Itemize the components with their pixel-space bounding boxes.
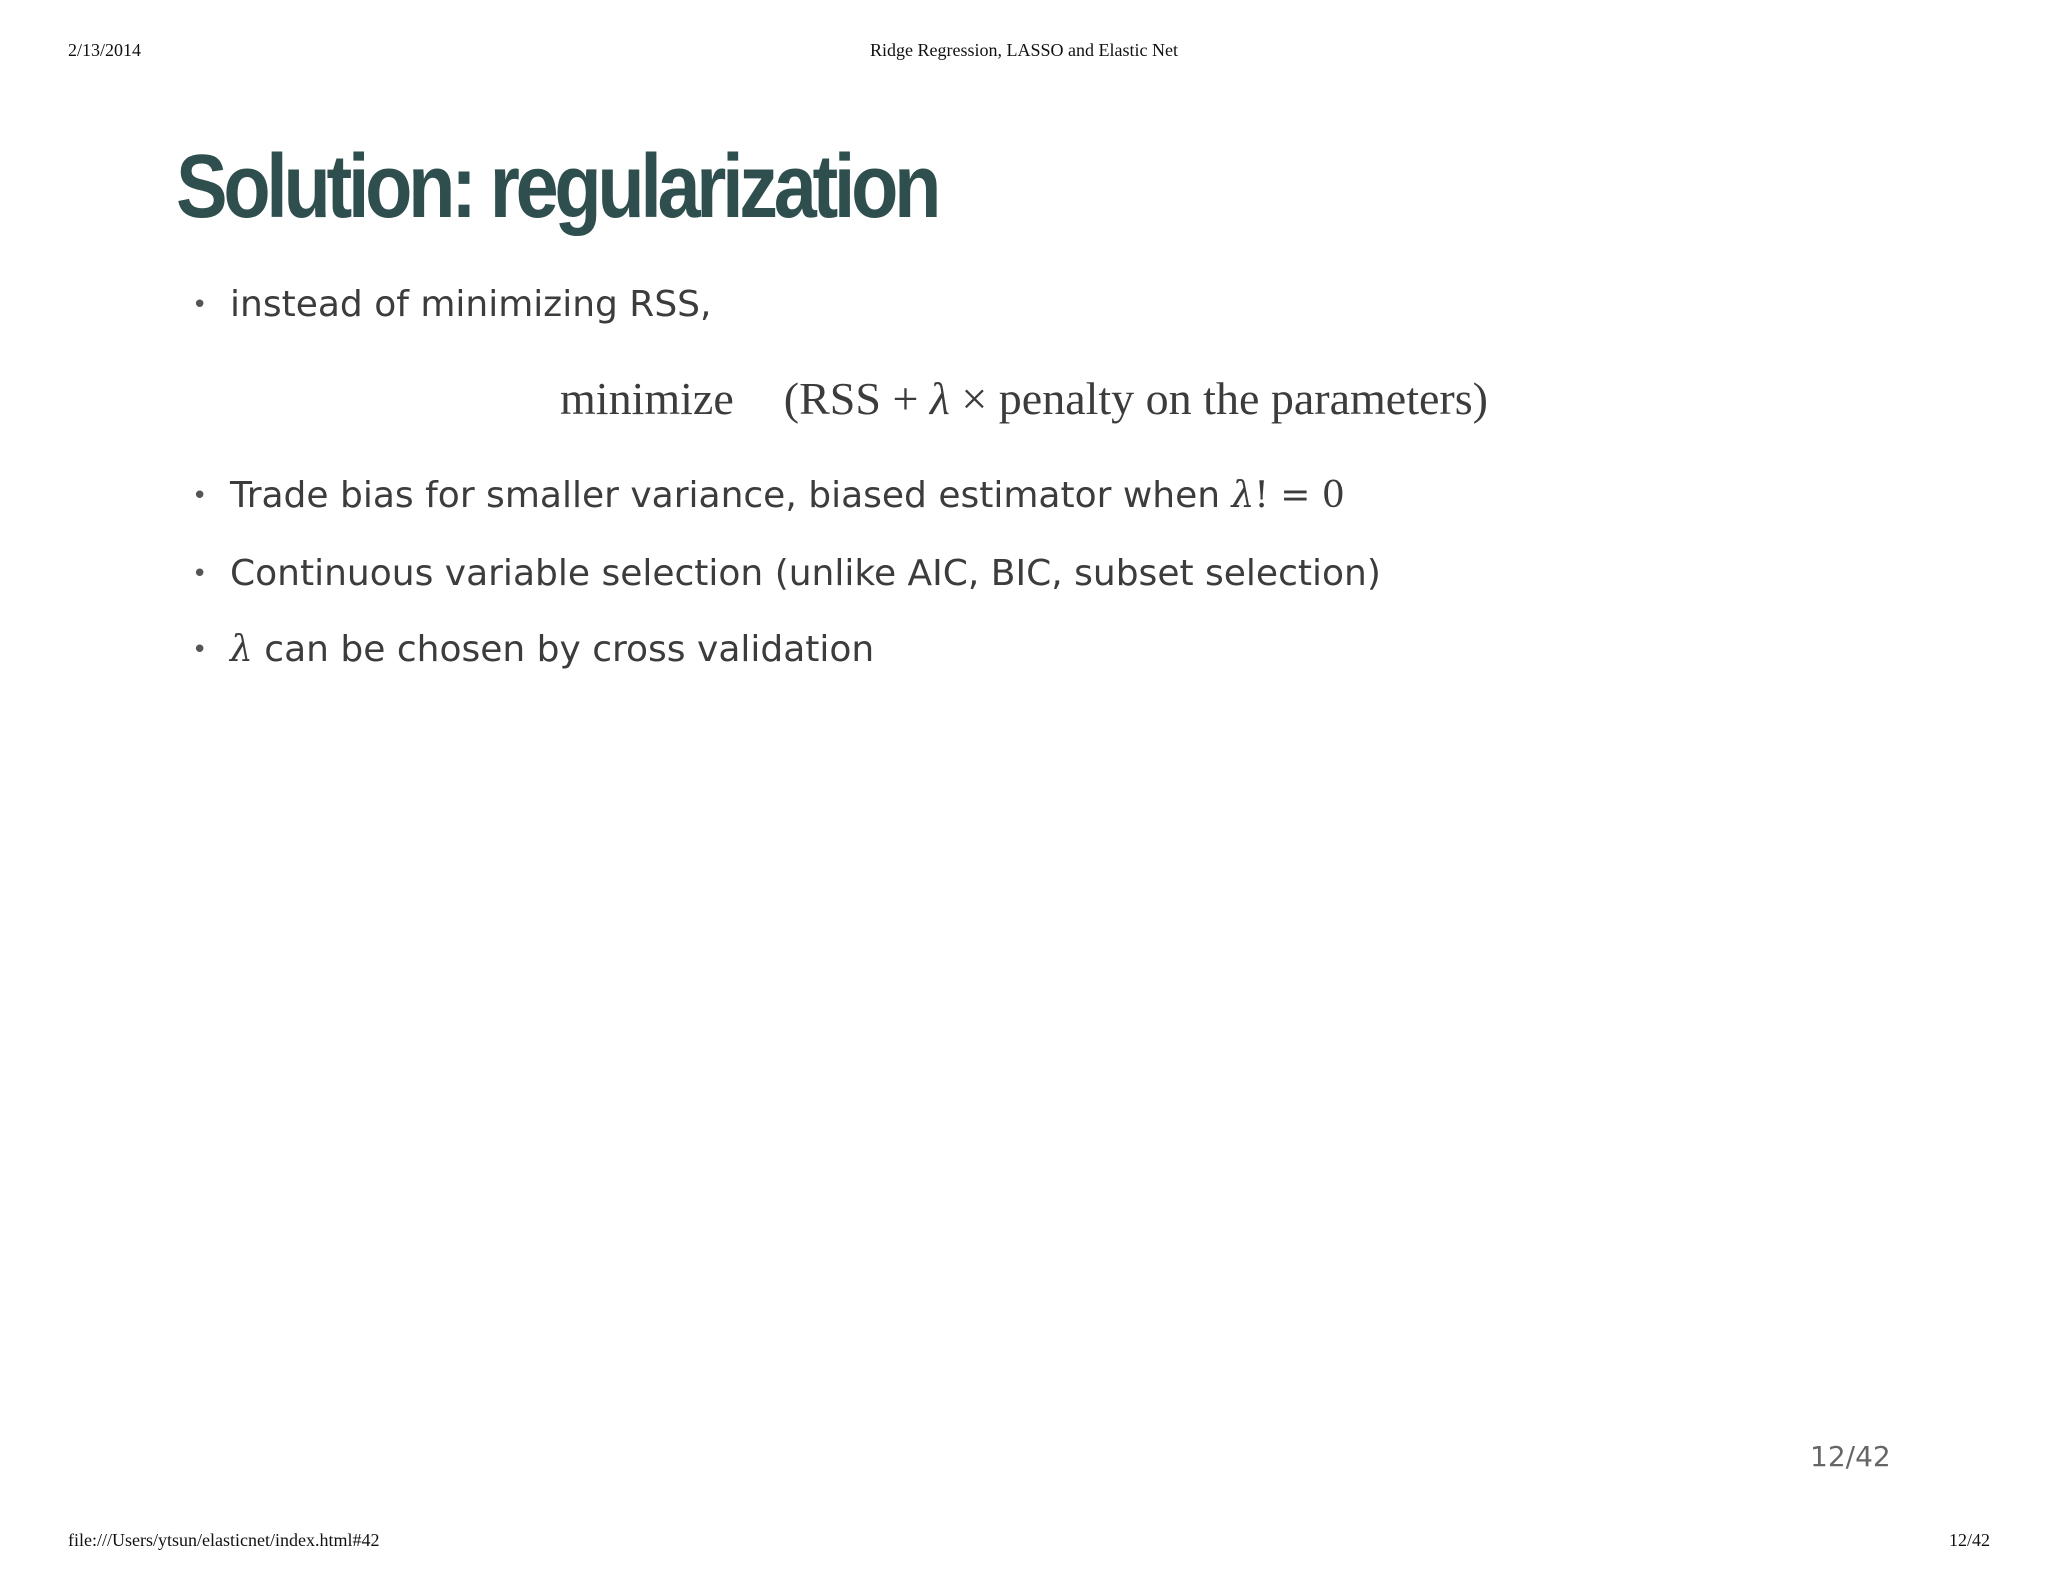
bullet-text — [230, 474, 1345, 517]
equation-lambda: λ — [929, 373, 950, 424]
bullet-dot: • — [192, 290, 208, 320]
lambda-symbol: λ — [230, 629, 253, 670]
bullet-text: Continuous variable selection (unlike AIC, BIC, subset selection) — [230, 553, 1381, 594]
slide-number: 12/42 — [1810, 1440, 1891, 1473]
lambda-symbol: λ — [1231, 475, 1255, 516]
bullet-dot: • — [192, 635, 208, 665]
print-document-title: Ridge Regression, LASSO and Elastic Net — [870, 40, 1178, 60]
math-inequality: ! = 0 — [1254, 475, 1345, 516]
bullet-text-plain: can be chosen by cross validation — [252, 629, 875, 670]
equation — [0, 372, 2048, 425]
bullet-text-plain: Trade bias for smaller variance, biased estimator when — [230, 475, 1232, 516]
equation-rest: × penalty on the parameters) — [949, 373, 1488, 424]
print-page-number: 12/42 — [1948, 1530, 1990, 1550]
equation-open: (RSS + — [783, 373, 930, 424]
bullet-dot: • — [192, 481, 208, 511]
print-url: file:///Users/ytsun/elasticnet/index.html#42 — [68, 1530, 380, 1550]
slide-title: Solution: regularization — [176, 137, 938, 237]
equation-operator: minimize — [560, 373, 734, 424]
print-date: 2/13/2014 — [68, 40, 142, 60]
bullet-dot: • — [192, 559, 208, 589]
bullet-text: instead of minimizing RSS, — [230, 284, 712, 325]
bullet-text — [230, 628, 874, 671]
